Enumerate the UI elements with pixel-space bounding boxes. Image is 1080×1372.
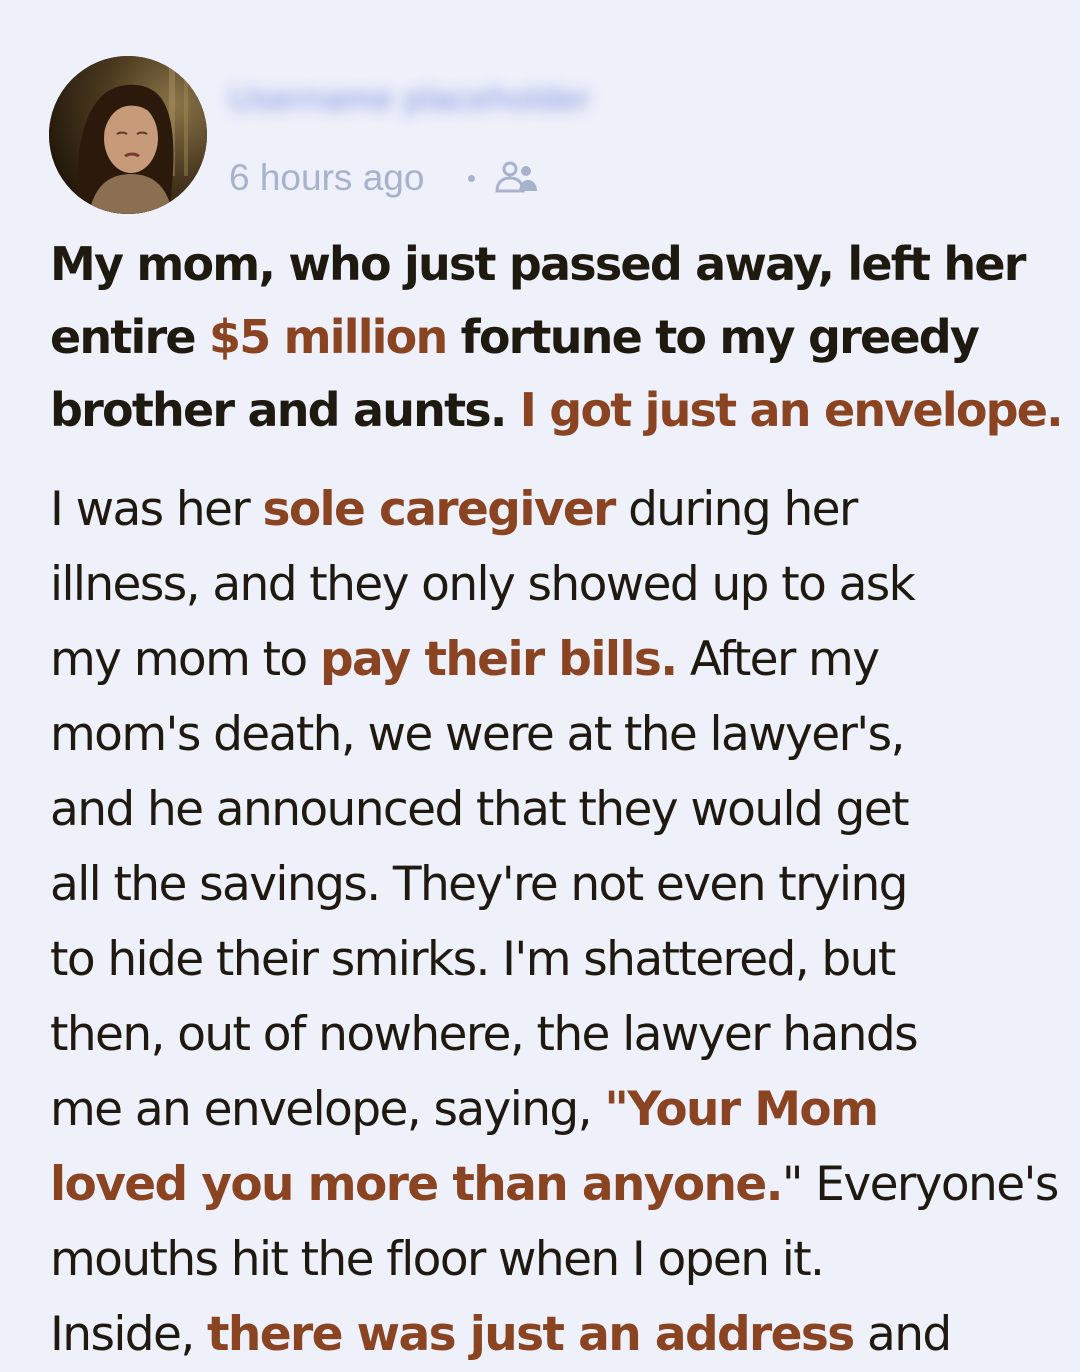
avatar[interactable]	[49, 56, 207, 214]
body-text: After my	[676, 632, 879, 687]
author-name[interactable]: Username placeholder	[229, 80, 592, 118]
headline-text: My mom, who just passed away, left her	[50, 237, 1025, 291]
post-headline	[50, 228, 1062, 447]
body-highlight: pay their bills.	[319, 632, 677, 687]
headline-line	[50, 374, 1062, 447]
body-line: all the savings. They're not even trying	[50, 857, 907, 912]
post-meta	[229, 156, 541, 200]
body-text: I was her	[50, 482, 263, 537]
post-header	[49, 56, 749, 214]
headline-highlight: I got just an envelope.	[519, 383, 1062, 437]
body-text: during her	[614, 482, 857, 537]
body-line	[50, 1297, 1060, 1372]
body-text: me an envelope, saying,	[50, 1082, 605, 1137]
separator-dot	[468, 175, 475, 182]
body-line: illness, and they only showed up to ask	[50, 557, 915, 612]
body-text: and	[853, 1307, 951, 1362]
headline-line	[50, 301, 1050, 374]
headline-highlight: $5 million	[209, 310, 447, 364]
body-text: Inside,	[50, 1307, 208, 1362]
body-text: my mom to	[50, 632, 320, 687]
body-line	[50, 1072, 1060, 1147]
body-line: then, out of nowhere, the lawyer hands	[50, 1007, 917, 1062]
body-line: mom's death, we were at the lawyer's,	[50, 707, 904, 762]
body-highlight: there was just an address	[207, 1307, 854, 1362]
body-line: and he announced that they would get	[50, 782, 908, 837]
body-line: mouths hit the floor when I open it.	[50, 1232, 824, 1287]
body-line: to hide their smirks. I'm shattered, but	[50, 932, 895, 987]
body-line	[50, 622, 1060, 697]
headline-line	[50, 228, 1050, 301]
headline-text: fortune to my greedy	[446, 310, 979, 364]
headline-text: entire	[50, 310, 210, 364]
headline-text: brother and aunts.	[50, 383, 520, 437]
body-highlight: loved you more than anyone.	[50, 1157, 782, 1212]
timestamp[interactable]: 6 hours ago	[229, 157, 425, 198]
body-highlight: "Your Mom	[604, 1082, 878, 1137]
body-text: " Everyone's	[781, 1157, 1058, 1212]
avatar-photo	[49, 56, 207, 214]
body-line	[50, 1147, 1060, 1222]
body-line	[50, 472, 1060, 547]
post-body	[50, 472, 1060, 1372]
people-icon[interactable]	[493, 158, 541, 198]
body-highlight: sole caregiver	[262, 482, 615, 537]
